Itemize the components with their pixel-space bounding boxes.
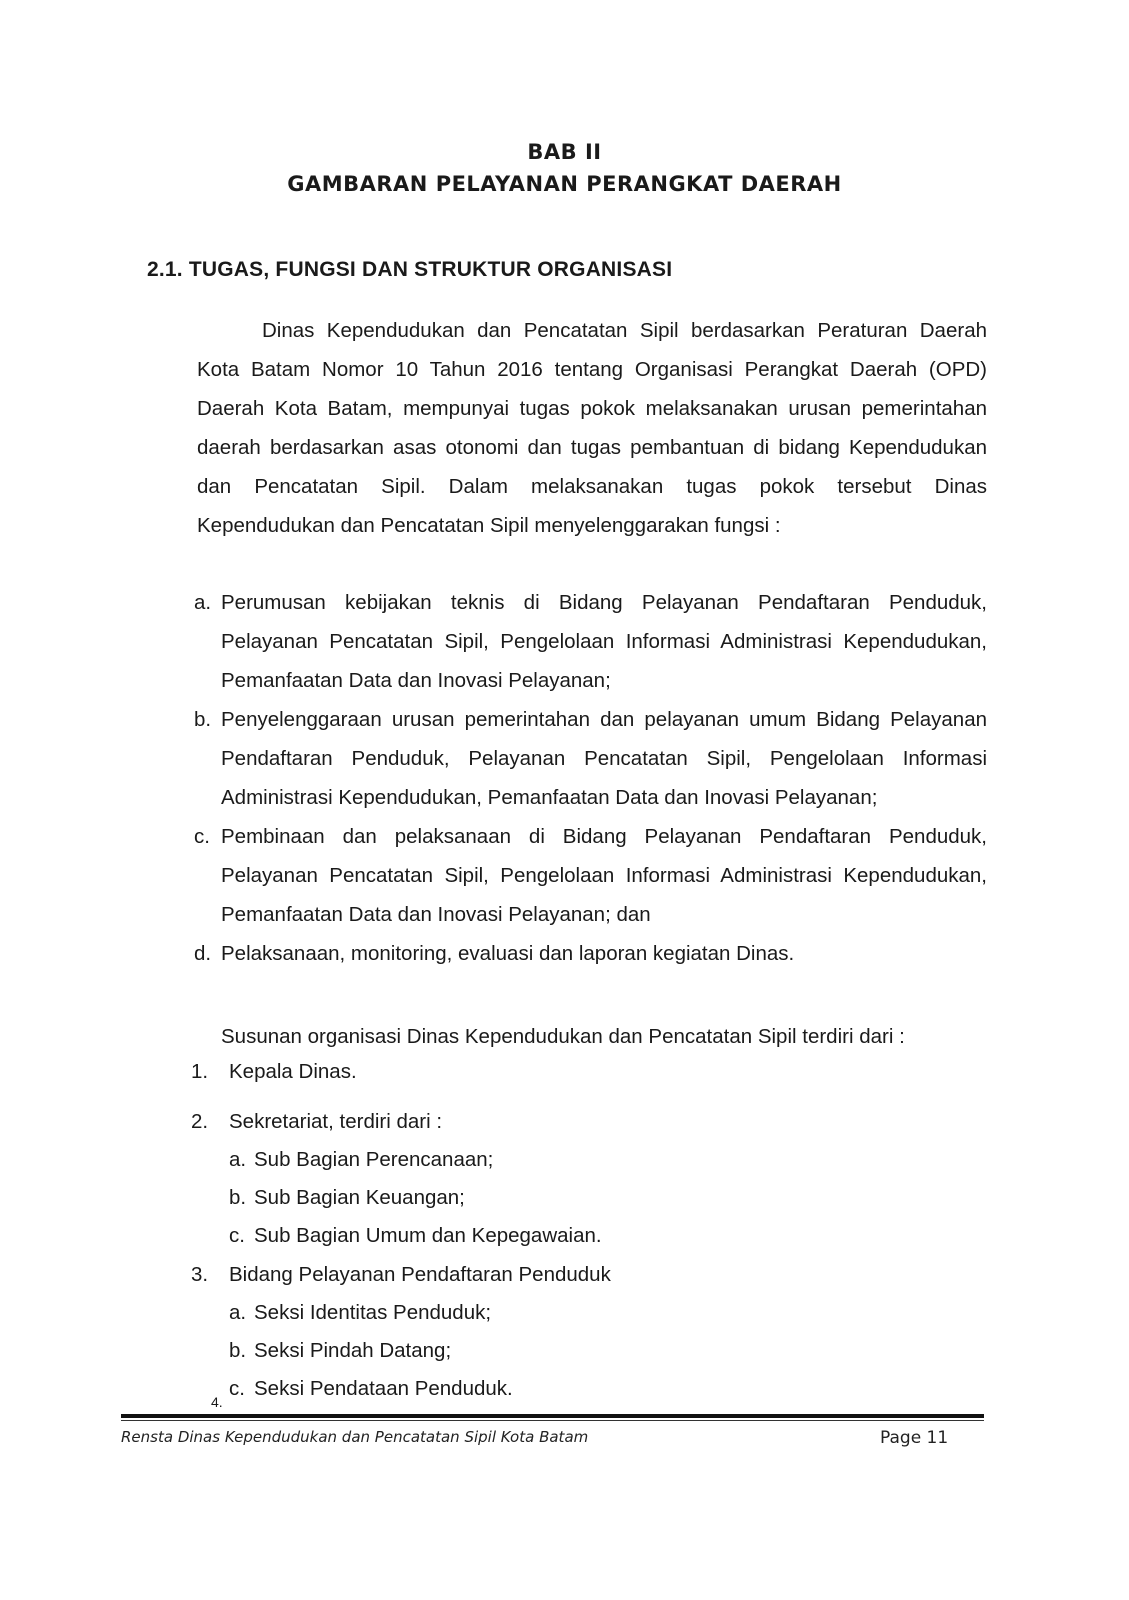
sub-text: Sub Bagian Keuangan; bbox=[254, 1186, 465, 1209]
org-item bbox=[191, 1255, 971, 1408]
sub-marker: c. bbox=[229, 1377, 245, 1400]
section-heading: 2.1. TUGAS, FUNGSI DAN STRUKTUR ORGANISASI bbox=[147, 258, 673, 281]
intro-paragraph bbox=[197, 311, 987, 545]
org-item bbox=[191, 1102, 971, 1255]
page-number: Page 11 bbox=[880, 1428, 949, 1448]
footer-doc-title: Rensta Dinas Kependudukan dan Pencatatan Sipil Kota Batam bbox=[121, 1428, 589, 1446]
chapter-title: GAMBARAN PELAYANAN PERANGKAT DAERAH bbox=[287, 172, 842, 196]
sub-text: Sub Bagian Perencanaan; bbox=[254, 1148, 494, 1171]
org-sub-item bbox=[229, 1141, 971, 1179]
function-text: Perumusan kebijakan teknis di Bidang Pelayanan Pendaftaran Penduduk, Pelayanan Pencatatan Sipil, Pengelolaan Informasi Administrasi Kependudukan, Pemanfaatan Data dan Inovasi Pelayanan; bbox=[221, 591, 987, 692]
sub-marker: a. bbox=[229, 1301, 247, 1324]
footer-divider bbox=[121, 1414, 984, 1418]
function-text: Pembinaan dan pelaksanaan di Bidang Pelayanan Pendaftaran Penduduk, Pelayanan Pencatatan Sipil, Pengelolaan Informasi Administrasi Kependudukan, Pemanfaatan Data dan Inovasi Pelayanan; dan bbox=[221, 825, 987, 926]
sub-text: Seksi Pindah Datang; bbox=[254, 1339, 452, 1362]
org-item bbox=[191, 1052, 971, 1091]
org-sub-item bbox=[229, 1294, 971, 1332]
function-list bbox=[194, 583, 987, 973]
sub-text: Sub Bagian Umum dan Kepegawaian. bbox=[254, 1224, 602, 1247]
sub-text: Seksi Pendataan Penduduk. bbox=[254, 1377, 513, 1400]
org-sub-item bbox=[229, 1370, 971, 1408]
org-number: 3. bbox=[191, 1263, 209, 1286]
function-item bbox=[194, 817, 987, 934]
org-text: Bidang Pelayanan Pendaftaran Penduduk bbox=[229, 1263, 611, 1286]
org-text: Sekretariat, terdiri dari : bbox=[229, 1110, 443, 1133]
function-text: Pelaksanaan, monitoring, evaluasi dan laporan kegiatan Dinas. bbox=[221, 942, 795, 965]
sub-text: Seksi Identitas Penduduk; bbox=[254, 1301, 492, 1324]
org-list bbox=[191, 1052, 971, 1408]
sub-marker: c. bbox=[229, 1224, 245, 1247]
next-org-number: 4. bbox=[211, 1394, 223, 1410]
org-sub-list bbox=[191, 1294, 971, 1408]
sub-marker: b. bbox=[229, 1339, 247, 1362]
function-marker: a. bbox=[194, 591, 212, 614]
org-text: Kepala Dinas. bbox=[229, 1060, 357, 1083]
org-sub-list bbox=[191, 1141, 971, 1255]
sub-marker: b. bbox=[229, 1186, 247, 1209]
org-intro: Susunan organisasi Dinas Kependudukan dan Pencatatan Sipil terdiri dari : bbox=[221, 1025, 905, 1048]
org-sub-item bbox=[229, 1179, 971, 1217]
sub-marker: a. bbox=[229, 1148, 247, 1171]
function-marker: d. bbox=[194, 942, 212, 965]
chapter-label: BAB II bbox=[527, 140, 602, 164]
function-item bbox=[194, 583, 987, 700]
org-sub-item bbox=[229, 1332, 971, 1370]
function-marker: c. bbox=[194, 825, 210, 848]
intro-text: Dinas Kependudukan dan Pencatatan Sipil berdasarkan Peraturan Daerah Kota Batam Nomor 10 Tahun 2016 tentang Organisasi Perangkat Daerah (OPD) Daerah Kota Batam, mempunyai tugas pokok melaksanakan urusan pemerintahan daerah berdasarkan asas otonomi dan tugas pembantuan di bidang Kependudukan dan Pencatatan Sipil. Dalam melaksanakan tugas pokok tersebut Dinas Kependudukan dan Pencatatan Sipil menyelenggarakan fungsi : bbox=[197, 319, 987, 537]
footer-divider-thin bbox=[121, 1420, 984, 1421]
function-item bbox=[194, 934, 987, 973]
org-number: 2. bbox=[191, 1110, 209, 1133]
function-text: Penyelenggaraan urusan pemerintahan dan pelayanan umum Bidang Pelayanan Pendaftaran Penduduk, Pelayanan Pencatatan Sipil, Pengelolaan Informasi Administrasi Kependudukan, Pemanfaatan Data dan Inovasi Pelayanan; bbox=[221, 708, 987, 809]
function-item bbox=[194, 700, 987, 817]
org-number: 1. bbox=[191, 1060, 209, 1083]
function-marker: b. bbox=[194, 708, 212, 731]
org-sub-item bbox=[229, 1217, 971, 1255]
